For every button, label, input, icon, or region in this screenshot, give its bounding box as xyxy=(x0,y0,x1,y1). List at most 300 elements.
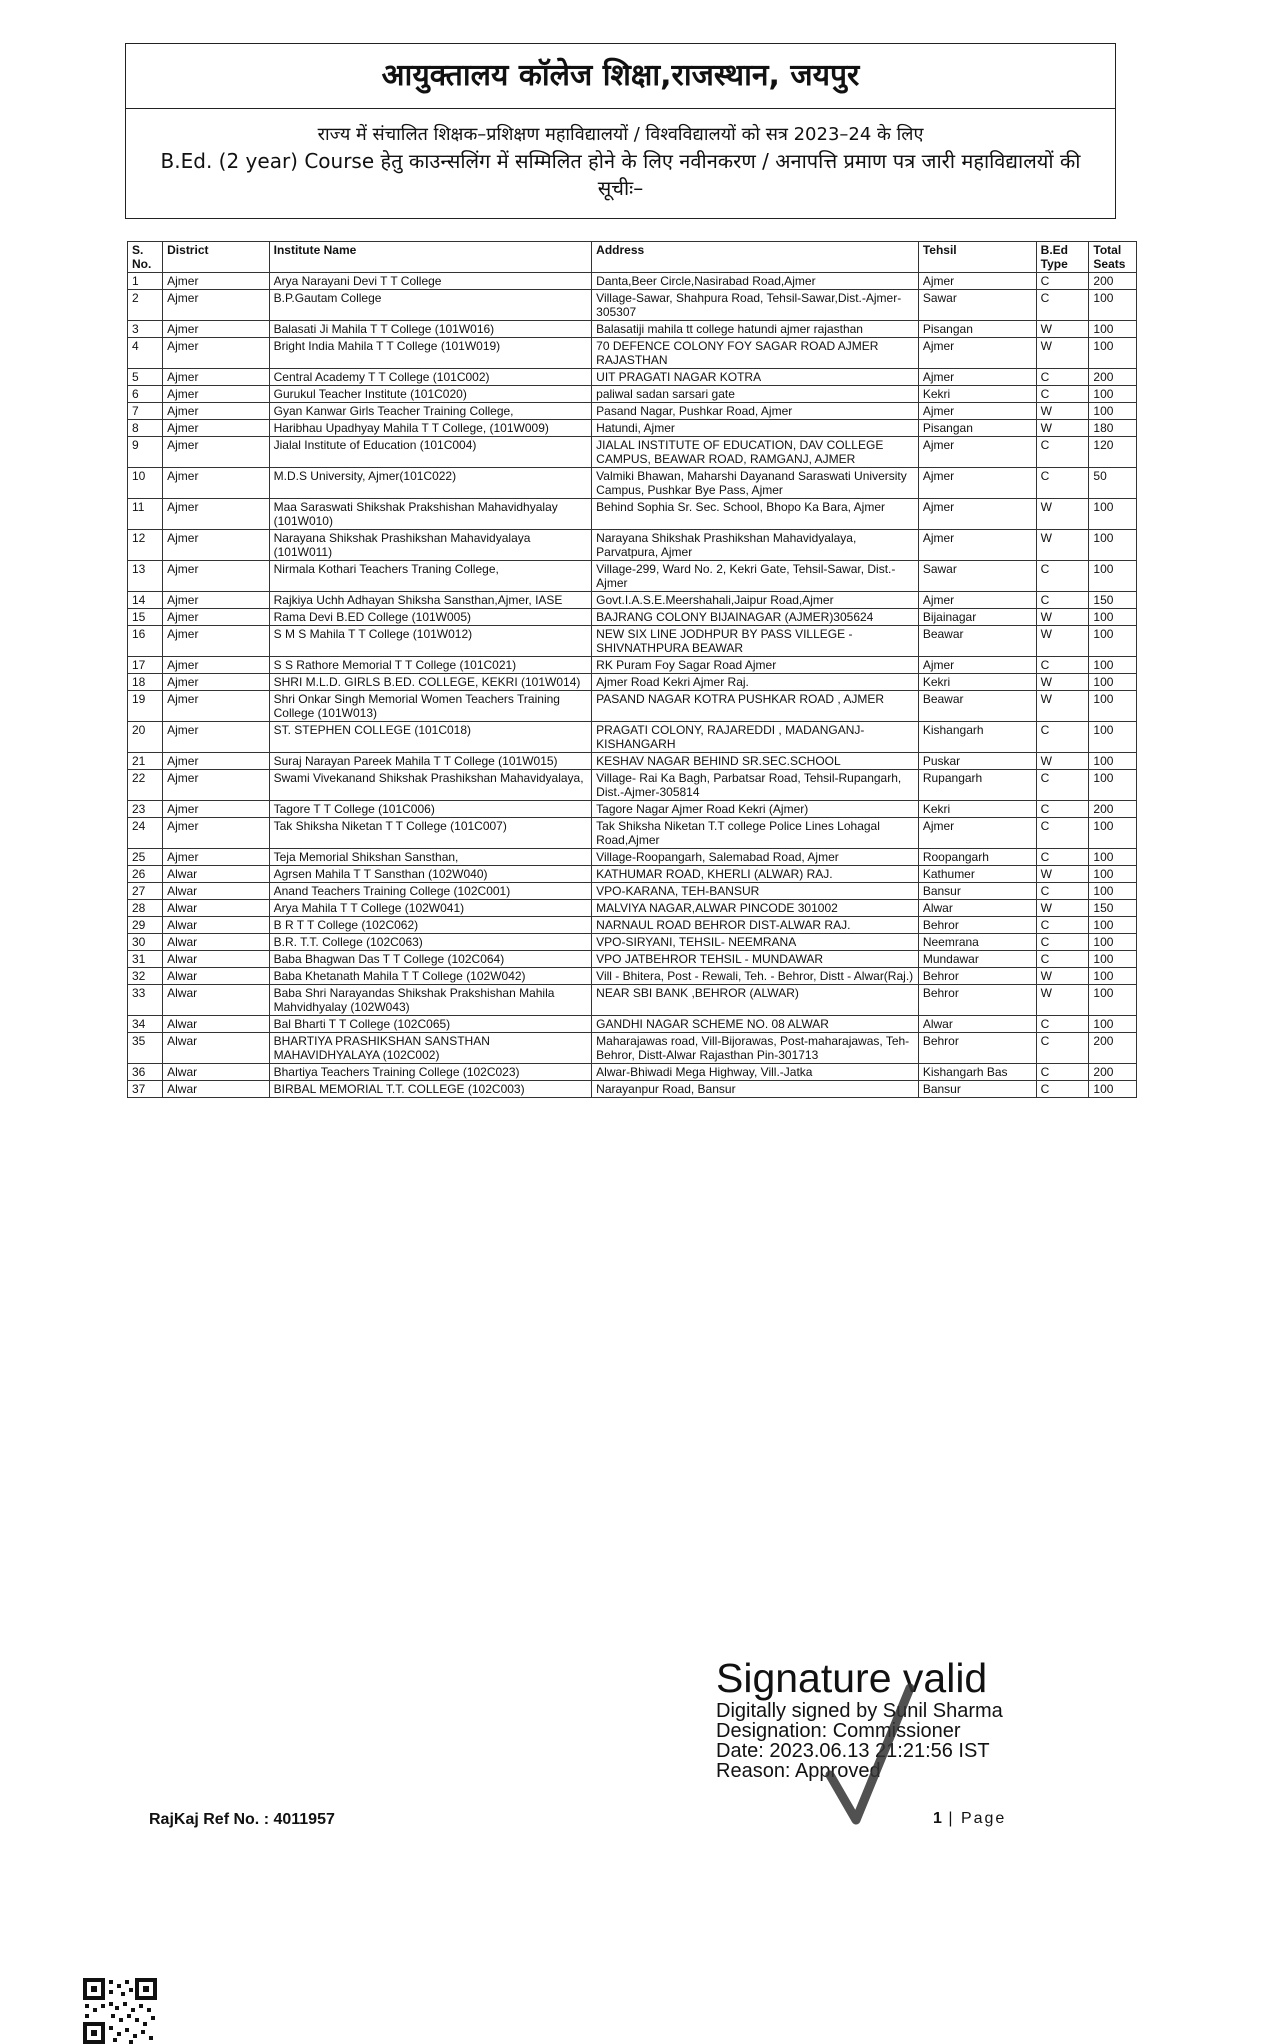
page-number: 1 | Page xyxy=(933,1810,1007,1827)
cell-sno: 20 xyxy=(128,722,163,753)
cell-seats: 100 xyxy=(1089,818,1137,849)
table-row xyxy=(128,592,1137,609)
cell-sno: 17 xyxy=(128,657,163,674)
cell-address: Village- Rai Ka Bagh, Parbatsar Road, Tehsil-Rupangarh, Dist.-Ajmer-305814 xyxy=(592,770,919,801)
table-row xyxy=(128,420,1137,437)
subtitle-line-1: राज्य में संचालित शिक्षक–प्रशिक्षण महाविद्यालयों / विश्वविद्यालयों को सत्र 2023–24 के लिए xyxy=(317,124,924,145)
cell-bed-type: C xyxy=(1036,1016,1089,1033)
cell-bed-type: W xyxy=(1036,338,1089,369)
cell-institute: Arya Mahila T T College (102W041) xyxy=(269,900,592,917)
cell-address: Balasatiji mahila tt college hatundi ajmer rajasthan xyxy=(592,321,919,338)
table-row xyxy=(128,866,1137,883)
cell-tehsil: Mundawar xyxy=(918,951,1036,968)
cell-bed-type: W xyxy=(1036,609,1089,626)
header-bed-type: B.Ed Type xyxy=(1036,242,1089,273)
header-total-seats: Total Seats xyxy=(1089,242,1137,273)
cell-district: Ajmer xyxy=(163,273,269,290)
cell-seats: 200 xyxy=(1089,1033,1137,1064)
cell-bed-type: C xyxy=(1036,561,1089,592)
cell-district: Alwar xyxy=(163,866,269,883)
table-row xyxy=(128,1033,1137,1064)
cell-institute: S M S Mahila T T College (101W012) xyxy=(269,626,592,657)
table-row xyxy=(128,917,1137,934)
cell-tehsil: Ajmer xyxy=(918,468,1036,499)
cell-district: Ajmer xyxy=(163,770,269,801)
cell-tehsil: Beawar xyxy=(918,691,1036,722)
cell-bed-type: C xyxy=(1036,273,1089,290)
cell-bed-type: W xyxy=(1036,900,1089,917)
cell-seats: 100 xyxy=(1089,499,1137,530)
cell-district: Ajmer xyxy=(163,530,269,561)
table-row xyxy=(128,753,1137,770)
table-row xyxy=(128,985,1137,1016)
table-row xyxy=(128,900,1137,917)
cell-tehsil: Ajmer xyxy=(918,657,1036,674)
cell-district: Ajmer xyxy=(163,499,269,530)
cell-sno: 22 xyxy=(128,770,163,801)
cell-sno: 15 xyxy=(128,609,163,626)
cell-seats: 150 xyxy=(1089,900,1137,917)
table-row xyxy=(128,849,1137,866)
cell-seats: 100 xyxy=(1089,609,1137,626)
cell-address: VPO-KARANA, TEH-BANSUR xyxy=(592,883,919,900)
table-row xyxy=(128,403,1137,420)
cell-seats: 200 xyxy=(1089,369,1137,386)
cell-seats: 120 xyxy=(1089,437,1137,468)
cell-sno: 8 xyxy=(128,420,163,437)
cell-address: Narayanpur Road, Bansur xyxy=(592,1081,919,1098)
cell-tehsil: Pisangan xyxy=(918,321,1036,338)
cell-seats: 100 xyxy=(1089,691,1137,722)
header-box xyxy=(125,43,1116,219)
cell-address: Village-Sawar, Shahpura Road, Tehsil-Sawar,Dist.-Ajmer-305307 xyxy=(592,290,919,321)
cell-sno: 7 xyxy=(128,403,163,420)
cell-address: KATHUMAR ROAD, KHERLI (ALWAR) RAJ. xyxy=(592,866,919,883)
cell-seats: 100 xyxy=(1089,290,1137,321)
table-row xyxy=(128,801,1137,818)
cell-bed-type: W xyxy=(1036,530,1089,561)
cell-address: Tagore Nagar Ajmer Road Kekri (Ajmer) xyxy=(592,801,919,818)
cell-seats: 100 xyxy=(1089,561,1137,592)
cell-tehsil: Roopangarh xyxy=(918,849,1036,866)
cell-seats: 100 xyxy=(1089,403,1137,420)
cell-seats: 100 xyxy=(1089,722,1137,753)
cell-tehsil: Alwar xyxy=(918,900,1036,917)
cell-seats: 100 xyxy=(1089,386,1137,403)
cell-institute: ST. STEPHEN COLLEGE (101C018) xyxy=(269,722,592,753)
signature-line: Reason: Approved xyxy=(716,1760,881,1782)
cell-seats: 100 xyxy=(1089,657,1137,674)
cell-address: RK Puram Foy Sagar Road Ajmer xyxy=(592,657,919,674)
cell-bed-type: W xyxy=(1036,691,1089,722)
cell-address: Govt.I.A.S.E.Meershahali,Jaipur Road,Ajmer xyxy=(592,592,919,609)
cell-address: Valmiki Bhawan, Maharshi Dayanand Saraswati University Campus, Pushkar Bye Pass, Ajmer xyxy=(592,468,919,499)
cell-institute: B.R. T.T. College (102C063) xyxy=(269,934,592,951)
cell-bed-type: C xyxy=(1036,849,1089,866)
cell-seats: 100 xyxy=(1089,674,1137,691)
cell-bed-type: W xyxy=(1036,674,1089,691)
cell-seats: 200 xyxy=(1089,273,1137,290)
cell-sno: 30 xyxy=(128,934,163,951)
cell-seats: 100 xyxy=(1089,866,1137,883)
cell-sno: 36 xyxy=(128,1064,163,1081)
cell-tehsil: Behror xyxy=(918,917,1036,934)
cell-sno: 31 xyxy=(128,951,163,968)
cell-district: Alwar xyxy=(163,951,269,968)
cell-bed-type: W xyxy=(1036,866,1089,883)
cell-institute: Jialal Institute of Education (101C004) xyxy=(269,437,592,468)
cell-tehsil: Puskar xyxy=(918,753,1036,770)
cell-sno: 29 xyxy=(128,917,163,934)
signature-title: Signature valid xyxy=(716,1655,988,1701)
cell-bed-type: C xyxy=(1036,369,1089,386)
cell-sno: 19 xyxy=(128,691,163,722)
cell-sno: 34 xyxy=(128,1016,163,1033)
cell-district: Ajmer xyxy=(163,657,269,674)
cell-tehsil: Pisangan xyxy=(918,420,1036,437)
cell-bed-type: C xyxy=(1036,917,1089,934)
cell-district: Ajmer xyxy=(163,753,269,770)
cell-seats: 100 xyxy=(1089,530,1137,561)
cell-institute: Anand Teachers Training College (102C001) xyxy=(269,883,592,900)
cell-seats: 100 xyxy=(1089,883,1137,900)
cell-tehsil: Ajmer xyxy=(918,530,1036,561)
cell-district: Ajmer xyxy=(163,818,269,849)
cell-sno: 10 xyxy=(128,468,163,499)
header-sno: S. No. xyxy=(128,242,163,273)
cell-bed-type: C xyxy=(1036,290,1089,321)
cell-address: BAJRANG COLONY BIJAINAGAR (AJMER)305624 xyxy=(592,609,919,626)
table-row xyxy=(128,499,1137,530)
cell-district: Alwar xyxy=(163,968,269,985)
cell-seats: 150 xyxy=(1089,592,1137,609)
cell-seats: 100 xyxy=(1089,338,1137,369)
college-list-table xyxy=(127,241,1137,1098)
cell-district: Alwar xyxy=(163,917,269,934)
cell-address: Behind Sophia Sr. Sec. School, Bhopo Ka Bara, Ajmer xyxy=(592,499,919,530)
cell-address: Vill - Bhitera, Post - Rewali, Teh. - Behror, Distt - Alwar(Raj.) xyxy=(592,968,919,985)
table-row xyxy=(128,1016,1137,1033)
cell-tehsil: Beawar xyxy=(918,626,1036,657)
table-row xyxy=(128,657,1137,674)
header-tehsil: Tehsil xyxy=(918,242,1036,273)
cell-tehsil: Bansur xyxy=(918,883,1036,900)
header-address: Address xyxy=(592,242,919,273)
cell-address: Ajmer Road Kekri Ajmer Raj. xyxy=(592,674,919,691)
cell-bed-type: C xyxy=(1036,818,1089,849)
cell-tehsil: Behror xyxy=(918,968,1036,985)
cell-bed-type: C xyxy=(1036,437,1089,468)
cell-bed-type: W xyxy=(1036,420,1089,437)
cell-tehsil: Rupangarh xyxy=(918,770,1036,801)
cell-seats: 100 xyxy=(1089,770,1137,801)
cell-address: Hatundi, Ajmer xyxy=(592,420,919,437)
cell-institute: Bal Bharti T T College (102C065) xyxy=(269,1016,592,1033)
cell-district: Ajmer xyxy=(163,437,269,468)
cell-bed-type: W xyxy=(1036,499,1089,530)
cell-institute: Gurukul Teacher Institute (101C020) xyxy=(269,386,592,403)
cell-institute: Rama Devi B.ED College (101W005) xyxy=(269,609,592,626)
table-row xyxy=(128,338,1137,369)
cell-address: paliwal sadan sarsari gate xyxy=(592,386,919,403)
table-row xyxy=(128,951,1137,968)
cell-institute: Narayana Shikshak Prashikshan Mahavidyalaya (101W011) xyxy=(269,530,592,561)
cell-district: Alwar xyxy=(163,1016,269,1033)
cell-institute: B.P.Gautam College xyxy=(269,290,592,321)
cell-tehsil: Ajmer xyxy=(918,338,1036,369)
cell-tehsil: Kathumer xyxy=(918,866,1036,883)
cell-district: Ajmer xyxy=(163,626,269,657)
cell-district: Alwar xyxy=(163,1064,269,1081)
cell-district: Ajmer xyxy=(163,849,269,866)
cell-seats: 200 xyxy=(1089,801,1137,818)
cell-institute: Haribhau Upadhyay Mahila T T College, (101W009) xyxy=(269,420,592,437)
cell-institute: Bright India Mahila T T College (101W019) xyxy=(269,338,592,369)
cell-seats: 100 xyxy=(1089,917,1137,934)
cell-district: Ajmer xyxy=(163,338,269,369)
cell-sno: 23 xyxy=(128,801,163,818)
cell-address: NARNAUL ROAD BEHROR DIST-ALWAR RAJ. xyxy=(592,917,919,934)
table-row xyxy=(128,369,1137,386)
cell-bed-type: C xyxy=(1036,934,1089,951)
cell-seats: 100 xyxy=(1089,1016,1137,1033)
cell-tehsil: Ajmer xyxy=(918,818,1036,849)
cell-institute: Swami Vivekanand Shikshak Prashikshan Mahavidyalaya, xyxy=(269,770,592,801)
cell-bed-type: C xyxy=(1036,770,1089,801)
cell-district: Alwar xyxy=(163,883,269,900)
cell-district: Alwar xyxy=(163,1033,269,1064)
cell-sno: 13 xyxy=(128,561,163,592)
cell-sno: 26 xyxy=(128,866,163,883)
signature-line: Date: 2023.06.13 21:21:56 IST xyxy=(716,1740,990,1762)
cell-sno: 2 xyxy=(128,290,163,321)
cell-sno: 25 xyxy=(128,849,163,866)
table-row xyxy=(128,530,1137,561)
table-row xyxy=(128,273,1137,290)
signature-line: Digitally signed by Sunil Sharma xyxy=(716,1700,1003,1722)
table-row xyxy=(128,818,1137,849)
cell-district: Alwar xyxy=(163,985,269,1016)
checkmark-icon xyxy=(818,1670,918,1840)
header-subtitle xyxy=(126,109,1115,202)
cell-sno: 33 xyxy=(128,985,163,1016)
cell-bed-type: C xyxy=(1036,657,1089,674)
header-district: District xyxy=(163,242,269,273)
cell-sno: 35 xyxy=(128,1033,163,1064)
cell-institute: Central Academy T T College (101C002) xyxy=(269,369,592,386)
cell-bed-type: C xyxy=(1036,1064,1089,1081)
cell-tehsil: Ajmer xyxy=(918,499,1036,530)
cell-seats: 100 xyxy=(1089,849,1137,866)
cell-tehsil: Ajmer xyxy=(918,369,1036,386)
cell-address: PRAGATI COLONY, RAJAREDDI , MADANGANJ-KISHANGARH xyxy=(592,722,919,753)
cell-tehsil: Behror xyxy=(918,1033,1036,1064)
cell-district: Ajmer xyxy=(163,321,269,338)
cell-address: Maharajawas road, Vill-Bijorawas, Post-maharajawas, Teh-Behror, Distt-Alwar Rajasthan Pin-301713 xyxy=(592,1033,919,1064)
cell-tehsil: Ajmer xyxy=(918,273,1036,290)
cell-bed-type: C xyxy=(1036,1081,1089,1098)
cell-address: NEW SIX LINE JODHPUR BY PASS VILLEGE - SHIVNATHPURA BEAWAR xyxy=(592,626,919,657)
cell-seats: 100 xyxy=(1089,985,1137,1016)
cell-institute: Maa Saraswati Shikshak Prakshishan Mahavidhyalay (101W010) xyxy=(269,499,592,530)
cell-sno: 32 xyxy=(128,968,163,985)
cell-tehsil: Bijainagar xyxy=(918,609,1036,626)
cell-district: Ajmer xyxy=(163,722,269,753)
cell-district: Ajmer xyxy=(163,592,269,609)
cell-tehsil: Kishangarh xyxy=(918,722,1036,753)
cell-tehsil: Sawar xyxy=(918,290,1036,321)
cell-tehsil: Behror xyxy=(918,985,1036,1016)
cell-bed-type: C xyxy=(1036,883,1089,900)
table-row xyxy=(128,674,1137,691)
cell-sno: 4 xyxy=(128,338,163,369)
table-row xyxy=(128,626,1137,657)
cell-tehsil: Kishangarh Bas xyxy=(918,1064,1036,1081)
cell-address: JIALAL INSTITUTE OF EDUCATION, DAV COLLEGE CAMPUS, BEAWAR ROAD, RAMGANJ, AJMER xyxy=(592,437,919,468)
table-row xyxy=(128,321,1137,338)
cell-district: Ajmer xyxy=(163,290,269,321)
cell-tehsil: Kekri xyxy=(918,801,1036,818)
cell-district: Ajmer xyxy=(163,674,269,691)
cell-seats: 100 xyxy=(1089,1081,1137,1098)
cell-address: 70 DEFENCE COLONY FOY SAGAR ROAD AJMER RAJASTHAN xyxy=(592,338,919,369)
cell-seats: 50 xyxy=(1089,468,1137,499)
cell-sno: 21 xyxy=(128,753,163,770)
cell-sno: 9 xyxy=(128,437,163,468)
cell-tehsil: Ajmer xyxy=(918,403,1036,420)
cell-sno: 28 xyxy=(128,900,163,917)
table-row xyxy=(128,722,1137,753)
cell-district: Ajmer xyxy=(163,403,269,420)
cell-sno: 18 xyxy=(128,674,163,691)
cell-bed-type: C xyxy=(1036,592,1089,609)
header-institute: Institute Name xyxy=(269,242,592,273)
cell-institute: BIRBAL MEMORIAL T.T. COLLEGE (102C003) xyxy=(269,1081,592,1098)
cell-institute: Balasati Ji Mahila T T College (101W016) xyxy=(269,321,592,338)
cell-district: Alwar xyxy=(163,1081,269,1098)
cell-address: VPO-SIRYANI, TEHSIL- NEEMRANA xyxy=(592,934,919,951)
table-row xyxy=(128,1081,1137,1098)
cell-district: Ajmer xyxy=(163,691,269,722)
cell-bed-type: W xyxy=(1036,985,1089,1016)
cell-seats: 100 xyxy=(1089,934,1137,951)
cell-institute: Arya Narayani Devi T T College xyxy=(269,273,592,290)
cell-bed-type: W xyxy=(1036,968,1089,985)
cell-seats: 100 xyxy=(1089,626,1137,657)
cell-address: VPO JATBEHROR TEHSIL - MUNDAWAR xyxy=(592,951,919,968)
cell-address: KESHAV NAGAR BEHIND SR.SEC.SCHOOL xyxy=(592,753,919,770)
cell-sno: 1 xyxy=(128,273,163,290)
cell-seats: 200 xyxy=(1089,1064,1137,1081)
table-row xyxy=(128,290,1137,321)
cell-bed-type: C xyxy=(1036,386,1089,403)
table-row xyxy=(128,770,1137,801)
cell-institute: Bhartiya Teachers Training College (102C023) xyxy=(269,1064,592,1081)
cell-bed-type: C xyxy=(1036,722,1089,753)
cell-institute: Gyan Kanwar Girls Teacher Training College, xyxy=(269,403,592,420)
table-header-row xyxy=(128,242,1137,273)
cell-address: MALVIYA NAGAR,ALWAR PINCODE 301002 xyxy=(592,900,919,917)
cell-tehsil: Ajmer xyxy=(918,592,1036,609)
cell-address: Tak Shiksha Niketan T.T college Police Lines Lohagal Road,Ajmer xyxy=(592,818,919,849)
cell-tehsil: Sawar xyxy=(918,561,1036,592)
cell-district: Ajmer xyxy=(163,561,269,592)
table-row xyxy=(128,437,1137,468)
qr-code-icon xyxy=(83,1978,157,2044)
cell-bed-type: C xyxy=(1036,951,1089,968)
cell-tehsil: Neemrana xyxy=(918,934,1036,951)
cell-institute: BHARTIYA PRASHIKSHAN SANSTHAN MAHAVIDHYALAYA (102C002) xyxy=(269,1033,592,1064)
cell-address: Narayana Shikshak Prashikshan Mahavidyalaya, Parvatpura, Ajmer xyxy=(592,530,919,561)
cell-institute: Baba Bhagwan Das T T College (102C064) xyxy=(269,951,592,968)
cell-seats: 180 xyxy=(1089,420,1137,437)
page-title: आयुक्तालय कॉलेज शिक्षा,राजस्थान, जयपुर xyxy=(126,44,1115,109)
cell-bed-type: W xyxy=(1036,321,1089,338)
cell-district: Alwar xyxy=(163,900,269,917)
cell-institute: Nirmala Kothari Teachers Traning College, xyxy=(269,561,592,592)
cell-address: Alwar-Bhiwadi Mega Highway, Vill.-Jatka xyxy=(592,1064,919,1081)
cell-bed-type: C xyxy=(1036,1033,1089,1064)
subtitle-line-2: B.Ed. (2 year) Course हेतु काउन्सलिंग में सम्मिलित होने के लिए नवीनकरण / अनापत्ति प्रमाण पत्र जारी महाविद्यालयों की सूचीः– xyxy=(160,149,1081,200)
cell-institute: M.D.S University, Ajmer(101C022) xyxy=(269,468,592,499)
cell-tehsil: Kekri xyxy=(918,674,1036,691)
cell-sno: 6 xyxy=(128,386,163,403)
table-row xyxy=(128,468,1137,499)
cell-address: Pasand Nagar, Pushkar Road, Ajmer xyxy=(592,403,919,420)
cell-institute: Tak Shiksha Niketan T T College (101C007) xyxy=(269,818,592,849)
cell-address: Danta,Beer Circle,Nasirabad Road,Ajmer xyxy=(592,273,919,290)
table-row xyxy=(128,386,1137,403)
cell-seats: 100 xyxy=(1089,321,1137,338)
cell-sno: 16 xyxy=(128,626,163,657)
cell-sno: 14 xyxy=(128,592,163,609)
cell-institute: SHRI M.L.D. GIRLS B.ED. COLLEGE, KEKRI (101W014) xyxy=(269,674,592,691)
cell-institute: Shri Onkar Singh Memorial Women Teachers Training College (101W013) xyxy=(269,691,592,722)
cell-address: Village-Roopangarh, Salemabad Road, Ajmer xyxy=(592,849,919,866)
cell-institute: Baba Khetanath Mahila T T College (102W042) xyxy=(269,968,592,985)
cell-seats: 100 xyxy=(1089,951,1137,968)
cell-institute: Agrsen Mahila T T Sansthan (102W040) xyxy=(269,866,592,883)
table-row xyxy=(128,561,1137,592)
cell-district: Ajmer xyxy=(163,369,269,386)
cell-district: Ajmer xyxy=(163,609,269,626)
cell-sno: 12 xyxy=(128,530,163,561)
cell-tehsil: Bansur xyxy=(918,1081,1036,1098)
cell-tehsil: Alwar xyxy=(918,1016,1036,1033)
cell-institute: Suraj Narayan Pareek Mahila T T College (101W015) xyxy=(269,753,592,770)
cell-bed-type: W xyxy=(1036,403,1089,420)
cell-bed-type: W xyxy=(1036,753,1089,770)
cell-address: PASAND NAGAR KOTRA PUSHKAR ROAD , AJMER xyxy=(592,691,919,722)
cell-address: UIT PRAGATI NAGAR KOTRA xyxy=(592,369,919,386)
cell-district: Ajmer xyxy=(163,386,269,403)
cell-sno: 11 xyxy=(128,499,163,530)
table-row xyxy=(128,968,1137,985)
table-row xyxy=(128,1064,1137,1081)
table-row xyxy=(128,934,1137,951)
cell-seats: 100 xyxy=(1089,968,1137,985)
cell-institute: Tagore T T College (101C006) xyxy=(269,801,592,818)
table-row xyxy=(128,883,1137,900)
cell-district: Alwar xyxy=(163,934,269,951)
cell-institute: Teja Memorial Shikshan Sansthan, xyxy=(269,849,592,866)
table-row xyxy=(128,609,1137,626)
cell-address: NEAR SBI BANK ,BEHROR (ALWAR) xyxy=(592,985,919,1016)
cell-sno: 24 xyxy=(128,818,163,849)
cell-institute: Baba Shri Narayandas Shikshak Prakshishan Mahila Mahvidhyalay (102W043) xyxy=(269,985,592,1016)
cell-bed-type: W xyxy=(1036,626,1089,657)
table-row xyxy=(128,691,1137,722)
